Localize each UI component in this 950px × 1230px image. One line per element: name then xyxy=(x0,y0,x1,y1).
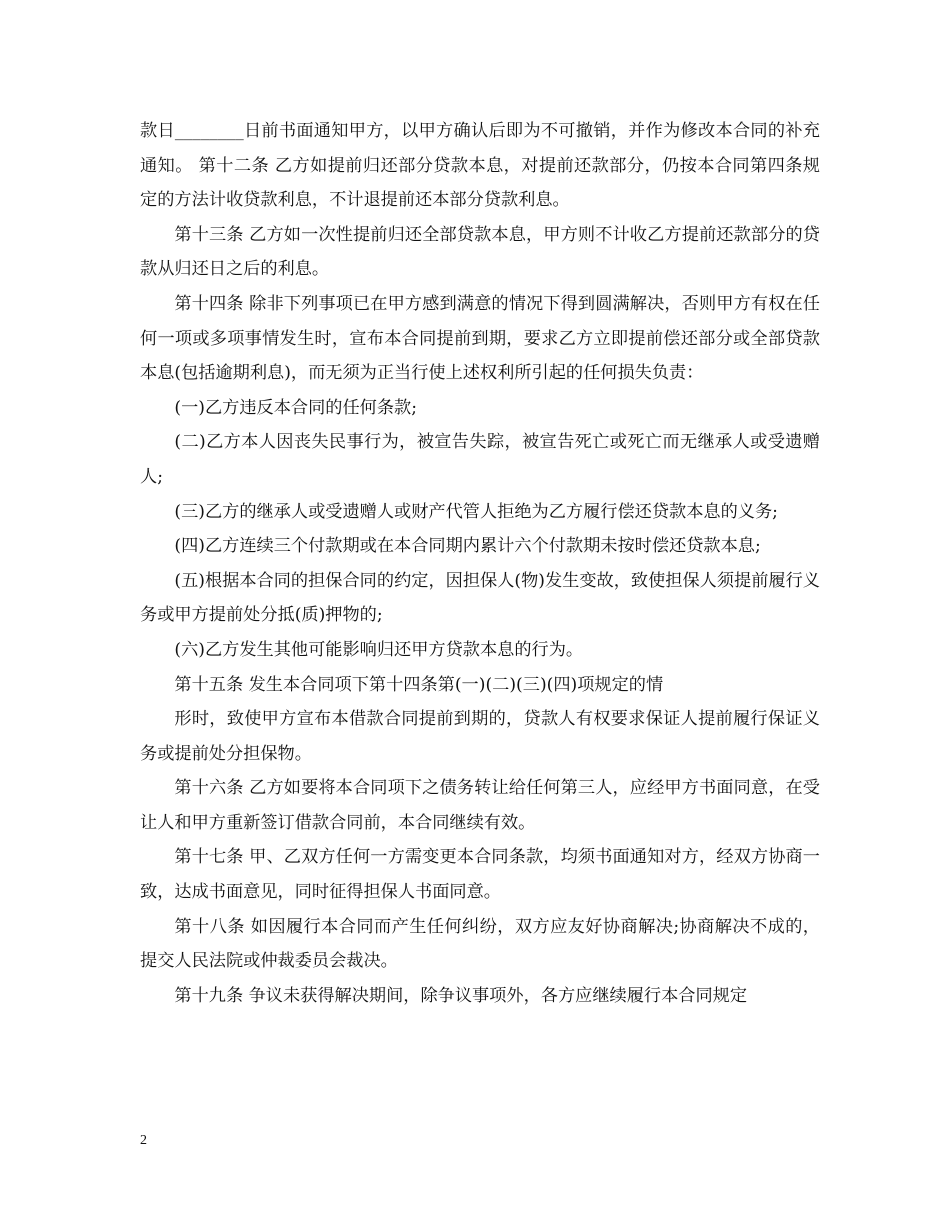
paragraph-item-2: (二)乙方本人因丧失民事行为，被宣告失踪，被宣告死亡或死亡而无继承人或受遗赠人; xyxy=(140,432,820,487)
paragraph-item-4: (四)乙方连续三个付款期或在本合同期内累计六个付款期未按时偿还贷款本息; xyxy=(174,536,761,557)
paragraph-article-16: 第十六条 乙方如要将本合同项下之债务转让给任何第三人，应经甲方书面同意，在受让人和甲方重新签订借款合同前，本合同继续有效。 xyxy=(140,778,820,833)
page-number: 2 xyxy=(140,1133,147,1148)
paragraph-article-18: 第十八条 如因履行本合同而产生任何纠纷，双方应友好协商解决;协商解决不成的，提交人民法院或仲裁委员会裁决。 xyxy=(140,916,820,972)
paragraph-article-15-cont: 形时，致使甲方宣布本借款合同提前到期的，贷款人有权要求保证人提前履行保证义务或提前处分担保物。 xyxy=(140,709,820,764)
paragraph-article-15: 第十五条 发生本合同项下第十四条第(一)(二)(三)(四)项规定的情 xyxy=(174,674,664,695)
paragraph-item-5: (五)根据本合同的担保合同的约定，因担保人(物)发生变故，致使担保人须提前履行义务或甲方提前处分抵(质)押物的; xyxy=(140,570,820,626)
paragraph-item-1: (一)乙方违反本合同的任何条款; xyxy=(174,397,418,418)
paragraph-item-6: (六)乙方发生其他可能影响归还甲方贷款本息的行为。 xyxy=(174,639,584,660)
paragraph-article-17: 第十七条 甲、乙双方任何一方需变更本合同条款，均须书面通知对方，经双方协商一致，达成书面意见，同时征得担保人书面同意。 xyxy=(140,847,820,903)
paragraph-continuation: 款日________日前书面通知甲方，以甲方确认后即为不可撤销，并作为修改本合同的补充通知。 第十二条 乙方如提前归还部分贷款本息，对提前还款部分，仍按本合同第四条规定的方法计收贷款利息，不计退提前还本部分贷款利息。 xyxy=(140,121,820,211)
paragraph-article-13: 第十三条 乙方如一次性提前归还全部贷款本息，甲方则不计收乙方提前还款部分的贷款从归还日之后的利息。 xyxy=(140,224,820,280)
paragraph-article-19: 第十九条 争议未获得解决期间，除争议事项外，各方应继续履行本合同规定 xyxy=(174,985,748,1006)
paragraph-item-3: (三)乙方的继承人或受遗赠人或财产代管人拒绝为乙方履行偿还贷款本息的义务; xyxy=(174,501,778,522)
document-body xyxy=(140,114,820,1013)
paragraph-article-14: 第十四条 除非下列事项已在甲方感到满意的情况下得到圆满解决，否则甲方有权在任何一项或多项事情发生时，宣布本合同提前到期，要求乙方立即提前偿还部分或全部贷款本息(包括逾期利息)，而无须为正当行使上述权利所引起的任何损失负责： xyxy=(140,293,820,384)
